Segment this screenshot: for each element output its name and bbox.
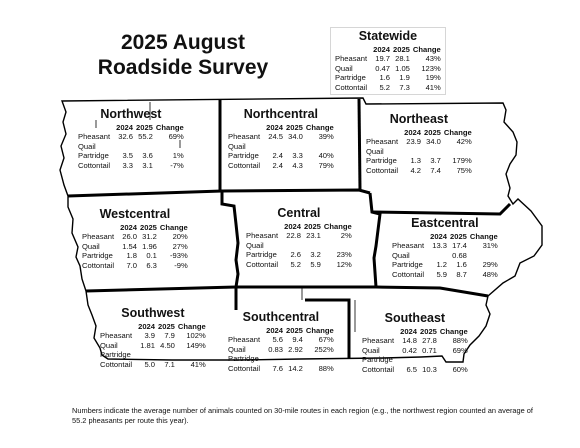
table-row [228,151,334,160]
change-header: Change [439,327,468,336]
table-row [392,260,498,269]
column-header-row [78,123,184,132]
table-row [246,241,352,250]
region-table [82,223,188,270]
value-2024: 1.81 [140,340,155,350]
value-2025: 1.9 [399,73,410,83]
value-2025 [421,147,441,156]
value-2025: 3.2 [310,250,321,260]
value-change: 48% [482,269,498,279]
value-2024: 1.3 [410,156,421,166]
value-2024: 23.9 [406,137,421,147]
change-header: Change [323,222,352,231]
value-2025: 3.7 [430,156,441,166]
value-2024: 7.6 [272,363,283,373]
year-2025-header: 2025 [393,45,410,54]
value-2024: 1.2 [436,260,447,270]
value-change: 27% [172,241,188,251]
species-label: Cottontail [335,82,368,92]
species-label: Cottontail [228,363,261,373]
value-2024: 0.83 [268,344,283,354]
year-2024-header: 2024 [404,128,421,137]
value-2025 [301,241,321,250]
region-name: Southcentral [242,310,320,324]
region-name: Southwest [121,306,185,320]
value-2024: 5.0 [144,359,155,369]
value-2025 [155,350,175,359]
species-label: Cottontail [78,160,111,170]
value-2025: 3.1 [142,160,153,170]
table-row [246,260,352,269]
value-2025: 9.4 [292,335,303,345]
value-2025: 7.9 [164,331,175,341]
value-change: 67% [318,335,334,345]
label-column-header [392,232,427,241]
value-2024: 1.8 [126,251,137,261]
value-change [153,142,184,151]
value-change: 29% [482,260,498,270]
table-row [366,166,472,175]
value-change: 179% [452,156,472,166]
value-change [303,142,334,151]
column-header-row [82,223,188,232]
species-label: Partridge [228,354,259,364]
species-label: Quail [228,141,246,151]
value-2024: 32.6 [118,132,133,142]
value-change: 19% [425,73,441,83]
table-row [246,250,352,259]
value-change: 88% [452,336,468,346]
column-header-row [392,232,498,241]
year-2025-header: 2025 [140,223,157,232]
value-2025: 27.8 [422,336,437,346]
region-table [246,222,352,269]
region-name: Central [277,206,321,220]
value-2024: 7.0 [126,260,137,270]
value-change: 20% [172,232,188,242]
value-2024: 26.0 [122,232,137,242]
value-2024: 6.5 [406,364,417,374]
value-2024: 0.47 [375,63,390,73]
table-row [228,354,334,363]
region-northwest [78,107,184,170]
value-2024: 1.54 [122,241,137,251]
value-2024: 2.6 [290,250,301,260]
value-2025: 1.96 [142,241,157,251]
year-2024-header: 2024 [400,327,417,336]
region-table [392,232,498,279]
table-row [362,355,468,364]
value-change: 69% [168,132,184,142]
value-2025: 31.2 [142,232,157,242]
year-2025-header: 2025 [158,322,175,331]
species-label: Partridge [228,151,259,161]
label-column-header [228,326,263,335]
region-name: Northwest [100,107,162,121]
value-change: 31% [482,241,498,251]
value-2024 [281,241,301,250]
year-2025-header: 2025 [450,232,467,241]
table-row [100,331,206,340]
region-name: Statewide [358,29,418,43]
value-2025: 34.0 [426,137,441,147]
region-table [228,123,334,170]
table-row [366,156,472,165]
label-column-header [78,123,113,132]
table-row [82,232,188,241]
value-change: 40% [318,151,334,161]
label-column-header [335,45,370,54]
value-change: 102% [186,331,206,341]
species-label: Quail [366,146,384,156]
change-header: Change [159,223,188,232]
table-row [335,54,441,63]
species-label: Partridge [335,73,366,83]
label-column-header [366,128,401,137]
region-name: Northeast [389,112,449,126]
region-statewide [330,27,446,95]
value-change: 41% [190,359,206,369]
species-label: Partridge [392,260,423,270]
year-2025-header: 2025 [420,327,437,336]
table-row [335,73,441,82]
year-2024-header: 2024 [373,45,390,54]
value-2024: 5.9 [436,269,447,279]
value-2024: 5.2 [290,259,301,269]
table-row [82,251,188,260]
year-2024-header: 2024 [116,123,133,132]
table-row [78,151,184,160]
species-label: Partridge [246,250,277,260]
species-label: Pheasant [100,331,133,341]
value-2024: 24.5 [268,132,283,142]
value-2025 [417,355,437,364]
change-header: Change [443,128,472,137]
species-label: Partridge [78,151,109,161]
species-label: Cottontail [392,269,425,279]
species-label: Partridge [100,350,131,360]
column-header-row [335,45,441,54]
species-label: Pheasant [362,336,395,346]
value-2025: 0.1 [146,251,157,261]
value-2025: 1.05 [395,63,410,73]
value-change [175,350,206,359]
table-row [228,132,334,141]
value-2024 [401,147,421,156]
title-line-1: 2025 August [120,31,246,54]
value-change: 2% [340,231,352,241]
region-name: Eastcentral [411,216,479,230]
table-row [82,261,188,270]
table-row [335,83,441,92]
table-row [78,142,184,151]
region-name: Northcentral [243,107,319,121]
table-row [392,241,498,250]
region-table [78,123,184,170]
value-change: 43% [425,54,441,64]
change-header: Change [305,123,334,132]
value-change: -93% [170,251,188,261]
species-label: Cottontail [228,160,261,170]
column-header-row [362,327,468,336]
value-2025: 0.71 [422,345,437,355]
change-header: Change [155,123,184,132]
value-2024: 5.6 [272,335,283,345]
value-change: 42% [456,137,472,147]
value-2025: 4.3 [292,160,303,170]
value-2025: 23.1 [306,231,321,241]
value-2024 [427,251,447,260]
map-title [68,30,298,80]
region-westcentral [82,207,188,270]
species-label: Pheasant [82,232,115,242]
label-column-header [228,123,263,132]
table-row [228,364,334,373]
table-row [362,346,468,355]
table-row [228,142,334,151]
species-label: Pheasant [228,335,261,345]
table-row [82,242,188,251]
value-2024 [113,142,133,151]
species-label: Partridge [362,355,393,365]
year-2024-header: 2024 [266,326,283,335]
value-change: 252% [314,344,334,354]
value-2025: 1.6 [456,260,467,270]
value-2025 [283,142,303,151]
change-header: Change [177,322,206,331]
label-column-header [362,327,397,336]
species-label: Pheasant [246,231,279,241]
value-2024: 4.2 [410,165,421,175]
year-2025-header: 2025 [424,128,441,137]
species-label: Cottontail [100,359,133,369]
column-header-row [100,322,206,331]
species-label: Cottontail [246,259,279,269]
species-label: Cottontail [82,260,115,270]
table-row [392,270,498,279]
year-2024-header: 2024 [120,223,137,232]
value-change: 123% [421,63,441,73]
region-southwest [100,306,206,369]
value-2025: 7.4 [430,165,441,175]
year-2025-header: 2025 [304,222,321,231]
value-2024: 19.7 [375,54,390,64]
region-table [362,327,468,374]
year-2024-header: 2024 [138,322,155,331]
value-2025: 28.1 [395,54,410,64]
table-row [362,365,468,374]
value-2025: 3.6 [142,151,153,161]
label-column-header [100,322,135,331]
region-central [246,206,352,269]
value-2025: 55.2 [138,132,153,142]
value-change: 75% [456,165,472,175]
value-2025: 7.3 [399,82,410,92]
change-header: Change [469,232,498,241]
year-2024-header: 2024 [284,222,301,231]
value-2025 [133,142,153,151]
value-2025: 2.92 [288,344,303,354]
species-label: Pheasant [366,137,399,147]
value-2024 [135,350,155,359]
region-northeast [366,112,472,175]
region-name: Southeast [384,311,446,325]
value-change: 41% [425,82,441,92]
table-row [78,132,184,141]
region-eastcentral [392,216,498,279]
region-northcentral [228,107,334,170]
species-label: Pheasant [392,241,425,251]
species-label: Pheasant [78,132,111,142]
region-southcentral [228,310,334,373]
value-change [303,354,334,363]
species-label: Quail [228,344,246,354]
table-row [246,231,352,240]
value-2024: 3.5 [122,151,133,161]
species-label: Partridge [82,251,113,261]
value-change: 88% [318,363,334,373]
table-row [100,350,206,359]
value-2025: 0.68 [452,250,467,260]
year-2024-header: 2024 [266,123,283,132]
value-2025: 5.9 [310,259,321,269]
species-label: Quail [100,340,118,350]
value-change: 1% [172,151,184,161]
species-label: Cottontail [366,165,399,175]
value-2024: 13.3 [432,241,447,251]
value-change: 60% [452,364,468,374]
title-line-2: Roadside Survey [97,56,269,79]
table-row [366,147,472,156]
change-header: Change [412,45,441,54]
column-header-row [228,326,334,335]
value-change [321,241,352,250]
value-change: 39% [318,132,334,142]
region-table [100,322,206,369]
species-label: Quail [82,241,100,251]
region-table [366,128,472,175]
value-change: 12% [336,259,352,269]
table-row [228,345,334,354]
table-row [392,251,498,260]
value-2025: 10.3 [422,364,437,374]
value-2025: 34.0 [288,132,303,142]
species-label: Cottontail [362,364,395,374]
year-2025-header: 2025 [136,123,153,132]
value-2025: 8.7 [456,269,467,279]
region-southeast [362,311,468,374]
value-change: -9% [174,260,188,270]
species-label: Pheasant [335,54,368,64]
value-2025: 7.1 [164,359,175,369]
value-2025: 14.2 [288,363,303,373]
value-2025: 3.3 [292,151,303,161]
species-label: Quail [362,345,380,355]
table-row [100,341,206,350]
table-row [78,161,184,170]
value-2024: 5.2 [379,82,390,92]
footnote: Numbers indicate the average number of animals counted on 30-mile routes in each region (e.g., the northwest region counted an average of 55.2 pheasants per route this year). [72,406,533,425]
value-change: 23% [336,250,352,260]
change-header: Change [305,326,334,335]
species-label: Quail [392,250,410,260]
table-row [100,360,206,369]
table-row [228,161,334,170]
species-label: Quail [335,63,353,73]
value-2024: 3.3 [122,160,133,170]
year-2025-header: 2025 [286,326,303,335]
species-label: Partridge [366,156,397,166]
table-row [228,335,334,344]
column-header-row [366,128,472,137]
value-2024: 2.4 [272,151,283,161]
value-2025: 4.50 [160,340,175,350]
year-2024-header: 2024 [430,232,447,241]
label-column-header [246,222,281,231]
column-header-row [246,222,352,231]
table-row [335,64,441,73]
value-change: -7% [170,160,184,170]
value-2025: 6.3 [146,260,157,270]
table-row [366,137,472,146]
value-2024: 14.8 [402,336,417,346]
value-change [467,251,498,260]
value-2025: 17.4 [452,241,467,251]
region-table [228,326,334,373]
value-change: 79% [318,160,334,170]
value-2024: 22.8 [286,231,301,241]
value-change [437,355,468,364]
value-2024: 1.6 [379,73,390,83]
value-2024: 2.4 [272,160,283,170]
label-column-header [82,223,117,232]
value-change: 149% [186,340,206,350]
species-label: Pheasant [228,132,261,142]
year-2025-header: 2025 [286,123,303,132]
value-2024 [263,354,283,363]
value-2025 [283,354,303,363]
region-table [335,45,441,92]
column-header-row [228,123,334,132]
table-row [362,336,468,345]
value-change: 69% [452,345,468,355]
species-label: Quail [78,141,96,151]
species-label: Quail [246,240,264,250]
value-2024: 3.9 [144,331,155,341]
value-change [441,147,472,156]
value-2024 [263,142,283,151]
region-name: Westcentral [99,207,171,221]
value-2024 [397,355,417,364]
value-2024: 0.42 [402,345,417,355]
